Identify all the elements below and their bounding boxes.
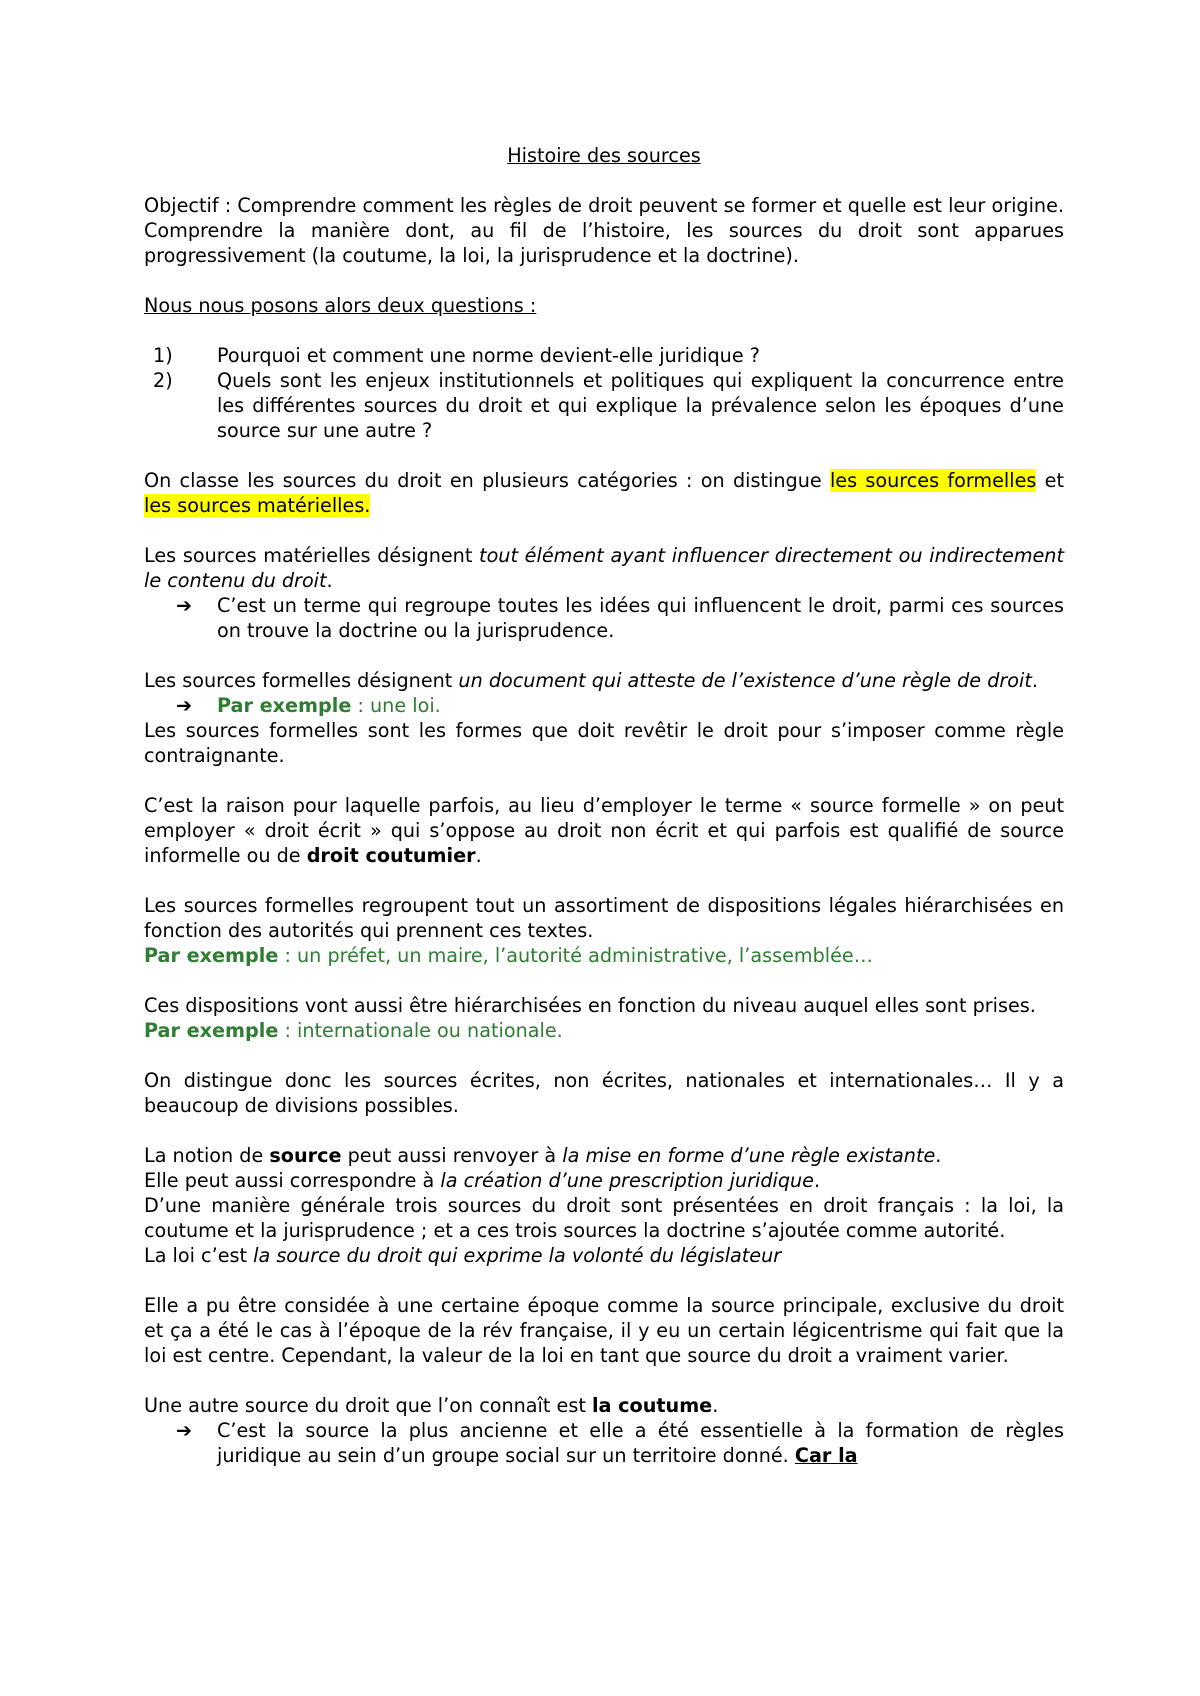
materielles-paragraph — [144, 543, 1064, 593]
list-item — [144, 343, 1064, 368]
text-run: . — [814, 1169, 821, 1192]
bold-underline-run: Car la — [794, 1444, 858, 1467]
highlight-materielles: les sources matérielles. — [144, 494, 371, 517]
trois-sources-paragraph: D’une manière générale trois sources du droit sont présentées en droit français : la loi, la coutume et la jurisprudence ; et a ces trois sources la doctrine s’ajoutée comme autorité. — [144, 1194, 1064, 1242]
list-number: 2) — [153, 369, 173, 392]
bold-term: source — [269, 1144, 342, 1167]
text-run: C’est la raison pour laquelle parfois, au lieu d’employer le terme « source formelle » on peut employer « droit écrit » qui s’oppose au droit non écrit et qui parfois est qualifié de source informelle ou de — [144, 794, 1064, 867]
italic-definition: un document qui atteste de l’existence d’une règle de droit — [458, 669, 1032, 692]
raison-paragraph — [144, 793, 1064, 868]
text-run: Elle peut aussi correspondre à — [144, 1169, 441, 1192]
italic-phrase: la source du droit qui exprime la volonté du législateur — [253, 1244, 782, 1267]
text-run: La notion de — [144, 1144, 270, 1167]
formelles-paragraph — [144, 668, 1064, 693]
text-run: On classe les sources du droit en plusieurs catégories : on distingue — [144, 469, 830, 492]
document-body — [144, 143, 1064, 1468]
arrow-icon: ➔ — [176, 694, 193, 717]
text-run: . — [326, 569, 333, 592]
coutume-paragraph — [144, 1393, 1064, 1418]
example-line — [144, 1018, 1064, 1043]
arrow-item-text: C’est un terme qui regroupe toutes les idées qui influencent le droit, parmi ces sources on trouve la doctrine ou la jurisprudence. — [217, 594, 1064, 642]
example-label: Par exemple — [144, 944, 279, 967]
text-run: . — [475, 844, 482, 867]
text-run: Les sources matérielles désignent — [144, 544, 480, 567]
text-run: Les sources formelles désignent — [144, 669, 459, 692]
epoque-paragraph: Elle a pu être considée à une certaine époque comme la source principale, exclusive du droit et ça a été le cas à l’époque de la rév française, il y eu un certain légicentrisme qui fait que la loi est centre. Cependant, la valeur de la loi en tant que source du droit a vraiment varier. — [144, 1294, 1064, 1367]
arrow-icon: ➔ — [176, 1419, 193, 1442]
regroupent-paragraph: Les sources formelles regroupent tout un assortiment de dispositions légales hiérarchisées en fonction des autorités qui prennent ces textes. — [144, 894, 1064, 942]
hierarchisees-paragraph: Ces dispositions vont aussi être hiérarchisées en fonction du niveau auquel elles sont prises. — [144, 994, 1036, 1017]
arrow-item — [144, 593, 1064, 643]
italic-definition: tout élément ayant influencer directement ou indirectement le contenu du droit — [144, 544, 1064, 592]
arrow-item-text: C’est la source la plus ancienne et elle a été essentielle à la formation de règles juridique au sein d’un groupe social sur un territoire donné. — [217, 1419, 1064, 1467]
example-text: : internationale ou nationale. — [278, 1019, 563, 1042]
bold-term: la coutume — [591, 1394, 713, 1417]
example-text: : une loi. — [351, 694, 441, 717]
text-run: . — [712, 1394, 719, 1417]
text-run: et — [1036, 469, 1064, 492]
arrow-icon: ➔ — [176, 594, 193, 617]
list-item-text: Pourquoi et comment une norme devient-elle juridique ? — [217, 344, 760, 367]
classe-paragraph — [144, 468, 1064, 518]
example-text: : un préfet, un maire, l’autorité administrative, l’assemblée… — [278, 944, 873, 967]
text-run: peut aussi renvoyer à — [341, 1144, 563, 1167]
list-item-text: Quels sont les enjeux institutionnels et politiques qui expliquent la concurrence entre les différentes sources du droit et qui explique la prévalence selon les époques d’une source sur une autre ? — [217, 369, 1064, 442]
highlight-formelles: les sources formelles — [829, 469, 1037, 492]
arrow-item — [144, 693, 1064, 718]
document-title: Histoire des sources — [507, 144, 701, 167]
example-label: Par exemple — [144, 1019, 279, 1042]
questions-heading: Nous nous posons alors deux questions : — [144, 294, 537, 317]
italic-phrase: la mise en forme d’une règle existante — [562, 1144, 936, 1167]
notion-paragraph — [144, 1143, 1064, 1168]
distingue-paragraph: On distingue donc les sources écrites, non écrites, nationales et internationales… Il y a beaucoup de divisions possibles. — [144, 1069, 1064, 1117]
list-number: 1) — [153, 344, 173, 367]
text-run: La loi c’est — [144, 1244, 254, 1267]
text-run: . — [1031, 669, 1038, 692]
questions-list — [144, 343, 1064, 443]
formelles-forms-paragraph: Les sources formelles sont les formes que doit revêtir le droit pour s’imposer comme règle contraignante. — [144, 719, 1064, 767]
example-label: Par exemple — [217, 694, 352, 717]
correspondre-paragraph — [144, 1168, 1064, 1193]
objectif-paragraph: Objectif : Comprendre comment les règles de droit peuvent se former et quelle est leur origine. Comprendre la manière dont, au fil de l’histoire, les sources du droit sont apparues progressivement (la coutume, la loi, la jurisprudence et la doctrine). — [144, 194, 1064, 267]
arrow-item — [144, 1418, 1064, 1468]
italic-phrase: la création d’une prescription juridique — [440, 1169, 814, 1192]
example-line — [144, 943, 1064, 968]
bold-term: droit coutumier — [306, 844, 476, 867]
text-run: Une autre source du droit que l’on connaît est — [144, 1394, 592, 1417]
loi-definition-paragraph — [144, 1243, 1064, 1268]
list-item — [144, 368, 1064, 443]
text-run: . — [935, 1144, 942, 1167]
